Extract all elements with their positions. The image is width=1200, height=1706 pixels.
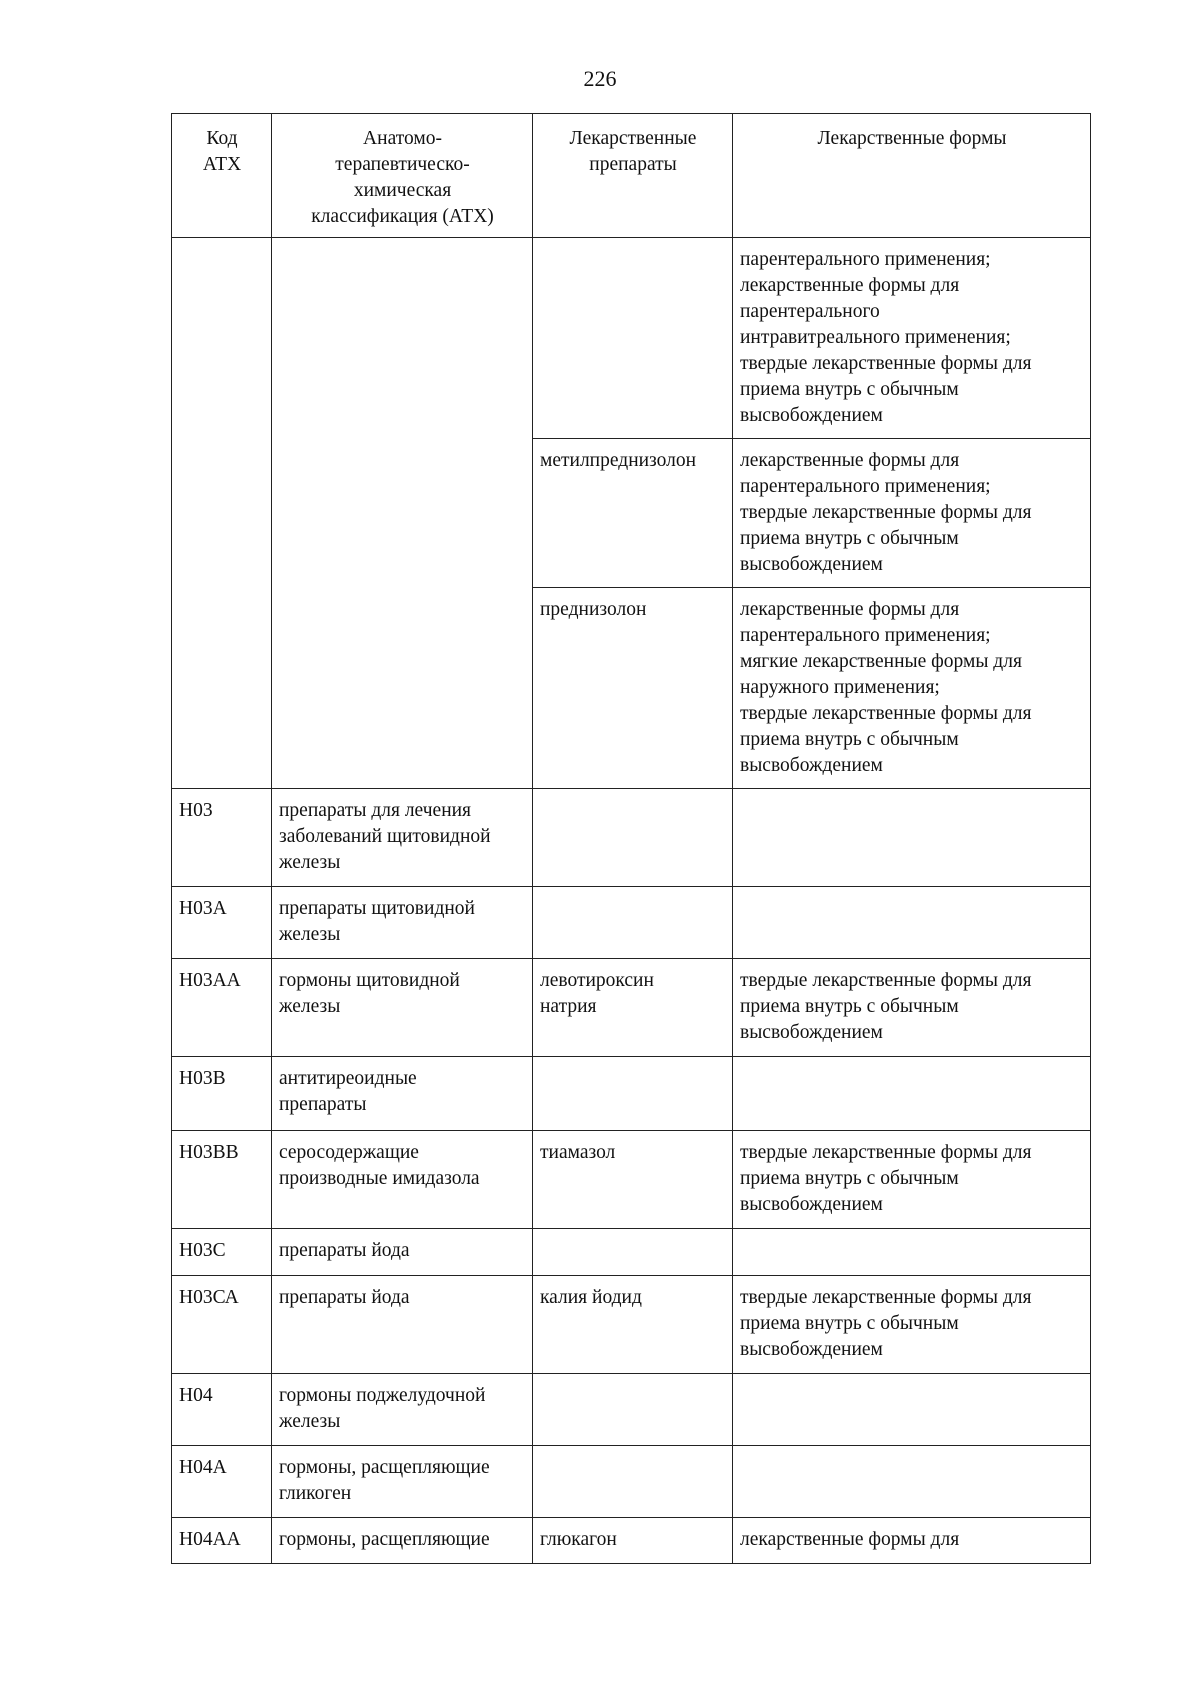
cell-classification: препараты йода (272, 1276, 533, 1374)
cell-classification: препараты для лечения заболеваний щитовидной железы (272, 789, 533, 887)
cell-classification: серосодержащие производные имидазола (272, 1131, 533, 1229)
table-row (172, 1229, 1091, 1276)
cell-drug (533, 1446, 733, 1518)
cell-classification: гормоны, расщепляющие (272, 1518, 533, 1564)
cell-drug: метилпреднизолон (533, 439, 733, 588)
table-row (172, 1446, 1091, 1518)
cell-form: лекарственные формы для (733, 1518, 1091, 1564)
cell-code: Н03АА (172, 959, 272, 1057)
header-drugs: Лекарственные препараты (533, 114, 733, 238)
table-row (172, 789, 1091, 887)
table-row (172, 588, 1091, 789)
cell-classification: гормоны щитовидной железы (272, 959, 533, 1057)
cell-drug (533, 1057, 733, 1131)
cell-drug: преднизолон (533, 588, 733, 789)
cell-code: Н04А (172, 1446, 272, 1518)
table-row (172, 887, 1091, 959)
cell-classification: препараты щитовидной железы (272, 887, 533, 959)
cell-form: твердые лекарственные формы для приема внутрь с обычным высвобождением (733, 959, 1091, 1057)
cell-drug (533, 887, 733, 959)
cell-drug: калия йодид (533, 1276, 733, 1374)
cell-form (733, 1057, 1091, 1131)
cell-code: Н04АА (172, 1518, 272, 1564)
table-row (172, 238, 1091, 439)
cell-code: Н03А (172, 887, 272, 959)
cell-classification: препараты йода (272, 1229, 533, 1276)
cell-form (733, 1229, 1091, 1276)
cell-form: твердые лекарственные формы для приема внутрь с обычным высвобождением (733, 1276, 1091, 1374)
table-row (172, 1518, 1091, 1564)
table-row (172, 1131, 1091, 1229)
cell-classification: гормоны, расщепляющие гликоген (272, 1446, 533, 1518)
cell-code: Н03 (172, 789, 272, 887)
cell-form (733, 1446, 1091, 1518)
table-row (172, 1057, 1091, 1131)
cell-drug (533, 238, 733, 439)
cell-form (733, 887, 1091, 959)
cell-drug: тиамазол (533, 1131, 733, 1229)
atx-table (171, 113, 1091, 1564)
table-row (172, 959, 1091, 1057)
cell-code: Н03СА (172, 1276, 272, 1374)
header-classification: Анатомо- терапевтическо- химическая классификация (АТХ) (272, 114, 533, 238)
table-header-row (172, 114, 1091, 238)
cell-drug: глюкагон (533, 1518, 733, 1564)
page-number: 226 (583, 66, 617, 91)
cell-form (733, 1374, 1091, 1446)
cell-classification (272, 588, 533, 789)
cell-code (172, 238, 272, 439)
cell-code: Н03ВВ (172, 1131, 272, 1229)
table-row (172, 439, 1091, 588)
cell-classification (272, 439, 533, 588)
cell-form (733, 789, 1091, 887)
header-code: Код АТХ (172, 114, 272, 238)
cell-code: Н04 (172, 1374, 272, 1446)
cell-form: твердые лекарственные формы для приема внутрь с обычным высвобождением (733, 1131, 1091, 1229)
cell-classification: антитиреоидные препараты (272, 1057, 533, 1131)
cell-code (172, 439, 272, 588)
cell-drug (533, 1229, 733, 1276)
cell-classification: гормоны поджелудочной железы (272, 1374, 533, 1446)
cell-classification (272, 238, 533, 439)
cell-form: парентерального применения; лекарственные формы для парентерального интравитреального применения; твердые лекарственные формы для приема внутрь с обычным высвобождением (733, 238, 1091, 439)
cell-drug (533, 789, 733, 887)
cell-form: лекарственные формы для парентерального применения; твердые лекарственные формы для приема внутрь с обычным высвобождением (733, 439, 1091, 588)
cell-code: Н03В (172, 1057, 272, 1131)
table-row (172, 1276, 1091, 1374)
cell-drug (533, 1374, 733, 1446)
cell-drug: левотироксин натрия (533, 959, 733, 1057)
cell-code: Н03С (172, 1229, 272, 1276)
cell-code (172, 588, 272, 789)
header-forms: Лекарственные формы (733, 114, 1091, 238)
cell-form: лекарственные формы для парентерального применения; мягкие лекарственные формы для наружного применения; твердые лекарственные формы для приема внутрь с обычным высвобождением (733, 588, 1091, 789)
table-row (172, 1374, 1091, 1446)
